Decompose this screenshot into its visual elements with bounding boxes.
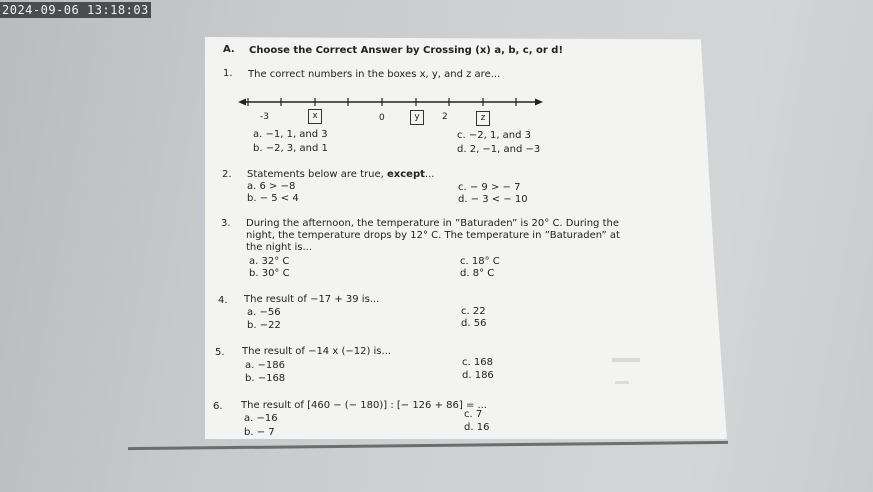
q6-option-d: d. 16 [464, 422, 490, 433]
box-y: y [410, 110, 424, 125]
q5-option-b: b. −168 [245, 373, 286, 384]
q2-option-a: a. 6 > −8 [247, 181, 296, 192]
q6-option-c: c. 7 [464, 409, 483, 420]
q1-option-d: d. 2, −1, and −3 [457, 144, 541, 155]
q5-option-d: d. 186 [462, 370, 494, 381]
q2-option-d: d. − 3 < − 10 [458, 194, 528, 205]
q3-line3: the night is... [246, 242, 313, 253]
line-label-0: 0 [379, 113, 385, 123]
q3-line1: During the afternoon, the temperature in ”Baturaden” is 20° C. During the [246, 218, 619, 229]
q3-option-b: b. 30° C [249, 268, 290, 279]
q1-number: 1. [223, 68, 233, 79]
q2-number: 2. [222, 169, 232, 180]
q3-number: 3. [221, 218, 231, 229]
q2-text-except: except [387, 169, 425, 180]
table-edge-shadow [128, 441, 728, 450]
q6-option-b: b. − 7 [244, 427, 275, 438]
q1-option-b: b. −2, 3, and 1 [253, 143, 328, 154]
q2-option-c: c. − 9 > − 7 [458, 182, 521, 193]
q1-option-c: c. −2, 1, and 3 [457, 130, 532, 141]
q5-option-a: a. −186 [245, 360, 285, 371]
q5-text: The result of −14 x (−12) is... [242, 346, 392, 357]
q1-option-a: a. −1, 1, and 3 [253, 129, 328, 140]
q2-text: Statements below are true, except... [247, 169, 435, 180]
q6-option-a: a. −16 [244, 413, 278, 424]
q4-option-c: c. 22 [461, 306, 486, 317]
q5-option-c: c. 168 [462, 357, 493, 368]
q3-option-c: c. 18° C [460, 256, 500, 267]
box-x: x [308, 109, 322, 124]
q4-number: 4. [218, 295, 228, 306]
q1-text: The correct numbers in the boxes x, y, and z are... [248, 69, 501, 80]
q2-option-b: b. − 5 < 4 [247, 193, 299, 204]
q4-option-b: b. −22 [247, 320, 281, 331]
q6-text: The result of [460 − (− 180)] : [− 126 + 86] = ... [241, 400, 488, 411]
timestamp-overlay: 2024-09-06 13:18:03 [2, 3, 149, 17]
q4-option-d: d. 56 [461, 318, 487, 329]
q5-number: 5. [215, 347, 225, 358]
q3-option-a: a. 32° C [249, 256, 290, 267]
q3-option-d: d. 8° C [460, 268, 495, 279]
q3-line2: night, the temperature drops by 12° C. The temperature in ”Baturaden” at [246, 230, 620, 241]
section-title: Choose the Correct Answer by Crossing (x) a, b, c, or d! [249, 45, 564, 56]
section-letter: A. [223, 44, 235, 55]
line-label-neg3: -3 [260, 112, 269, 122]
bleed-through-mark [612, 358, 640, 362]
q6-number: 6. [213, 401, 223, 412]
line-label-2: 2 [442, 112, 448, 122]
q4-option-a: a. −56 [247, 307, 281, 318]
box-z: z [476, 111, 490, 126]
number-line [238, 94, 543, 134]
bleed-through-mark [615, 381, 629, 384]
q4-text: The result of −17 + 39 is... [244, 294, 380, 305]
